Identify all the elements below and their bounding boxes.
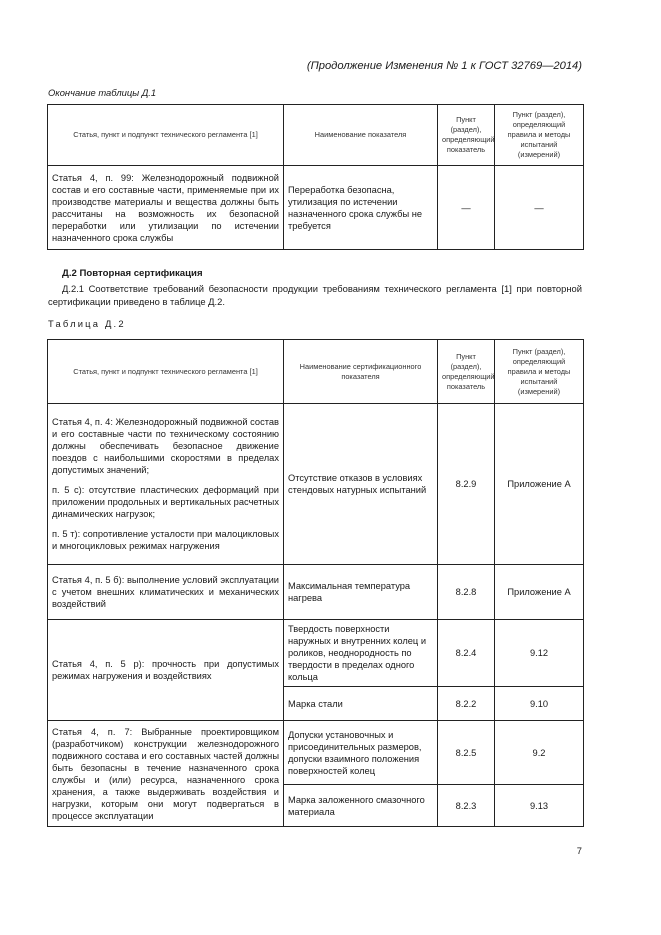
row3b-indicator-cell: Марка стали — [284, 687, 438, 721]
row4a-method-cell: 9.2 — [495, 721, 584, 785]
table-d2 — [47, 339, 584, 827]
row2-indicator-cell: Максимальная температура нагрева — [284, 565, 438, 620]
table-row — [48, 620, 584, 687]
page-number: 7 — [576, 845, 582, 856]
row1-article-cell — [48, 404, 284, 565]
table1-col-clause: Пункт (раздел), определяющий показатель — [438, 105, 495, 166]
table1-header-row — [48, 105, 584, 166]
table-row — [48, 721, 584, 785]
row4b-method-cell: 9.13 — [495, 785, 584, 827]
row4a-clause-cell: 8.2.5 — [438, 721, 495, 785]
row3b-clause-cell: 8.2.2 — [438, 687, 495, 721]
row3-article-cell: Статья 4, п. 5 р): прочность при допустимых режимах нагружения и воздействиях — [48, 620, 284, 721]
row4b-indicator-cell: Марка заложенного смазочного материала — [284, 785, 438, 827]
table2-col-indicator: Наименование сертификационного показателя — [284, 340, 438, 404]
table2-col-article: Статья, пункт и подпункт технического регламента [1] — [48, 340, 284, 404]
continuation-header: (Продолжение Изменения № 1 к ГОСТ 32769—2014) — [306, 60, 582, 72]
row1-article-p2: п. 5 с): отсутствие пластических деформаций при приложении продольных и вертикальных расчетных динамических нагрузок; — [52, 485, 279, 519]
table2-caption: Таблица Д.2 — [48, 318, 126, 329]
table1-col-indicator: Наименование показателя — [284, 105, 438, 166]
table2-header-row — [48, 340, 584, 404]
table2-col-clause: Пункт (раздел), определяющий показатель — [438, 340, 495, 404]
table-row — [48, 404, 584, 565]
table1-method-cell: — — [495, 166, 584, 250]
row4a-indicator-cell: Допуски установочных и присоединительных размеров, допуски взаимного положения поверхностей колец — [284, 721, 438, 785]
section-title: Д.2 Повторная сертификация — [62, 268, 203, 279]
row3a-indicator-cell: Твердость поверхности наружных и внутренних колец и роликов, неоднородность по твердости в пределах одного кольца — [284, 620, 438, 687]
table1-indicator-cell: Переработка безопасна, утилизация по истечении назначенного срока службы не требуется — [284, 166, 438, 250]
table-d1 — [47, 104, 584, 250]
table2-col-method: Пункт (раздел), определяющий правила и методы испытаний (измерений) — [495, 340, 584, 404]
row1-indicator-cell: Отсутствие отказов в условиях стендовых натурных испытаний — [284, 404, 438, 565]
row3a-method-cell: 9.12 — [495, 620, 584, 687]
table1-col-method: Пункт (раздел), определяющий правила и методы испытаний (измерений) — [495, 105, 584, 166]
section-paragraph: Д.2.1 Соответствие требований безопасности продукции требованиям технического регламента [1] при повторной сертификации приведено в таблице Д.2. — [48, 283, 582, 307]
table-row — [48, 565, 584, 620]
row4-article-cell: Статья 4, п. 7: Выбранные проектировщиком (разработчиком) конструкции железнодорожного подвижного состава и его составных частей должны быть безопасны в течение назначенного срока службы и (или) ресурса, назначенного срока хранения, а также выдерживать воздействия и нагрузки, которым они могут подвергаться в процессе эксплуатации — [48, 721, 284, 827]
table1-col-article: Статья, пункт и подпункт технического регламента [1] — [48, 105, 284, 166]
row2-method-cell: Приложение А — [495, 565, 584, 620]
row4b-clause-cell: 8.2.3 — [438, 785, 495, 827]
row3b-method-cell: 9.10 — [495, 687, 584, 721]
table1-clause-cell: — — [438, 166, 495, 250]
row3a-clause-cell: 8.2.4 — [438, 620, 495, 687]
row2-clause-cell: 8.2.8 — [438, 565, 495, 620]
row2-article-cell: Статья 4, п. 5 б): выполнение условий эксплуатации с учетом внешних климатических и механических воздействий — [48, 565, 284, 620]
row1-article-p1: Статья 4, п. 4: Железнодорожный подвижной состав и его составные части по техническому состоянию должны обеспечивать безопасное движение поездов с наибольшими скоростями в пределах допустимых значений; — [52, 417, 279, 475]
row1-article-p3: п. 5 т): сопротивление усталости при малоцикловых и многоцикловых режимах нагружения — [52, 529, 279, 551]
table1-article-cell: Статья 4, п. 99: Железнодорожный подвижной состав и его составные части, применяемые при их производстве материалы и вещества должны быть рассчитаны на возможность их безопасной переработки или утилизации по истечении назначенного срока службы — [48, 166, 284, 250]
row1-method-cell: Приложение А — [495, 404, 584, 565]
table-row — [48, 166, 584, 250]
table1-caption: Окончание таблицы Д.1 — [48, 87, 157, 98]
row1-clause-cell: 8.2.9 — [438, 404, 495, 565]
